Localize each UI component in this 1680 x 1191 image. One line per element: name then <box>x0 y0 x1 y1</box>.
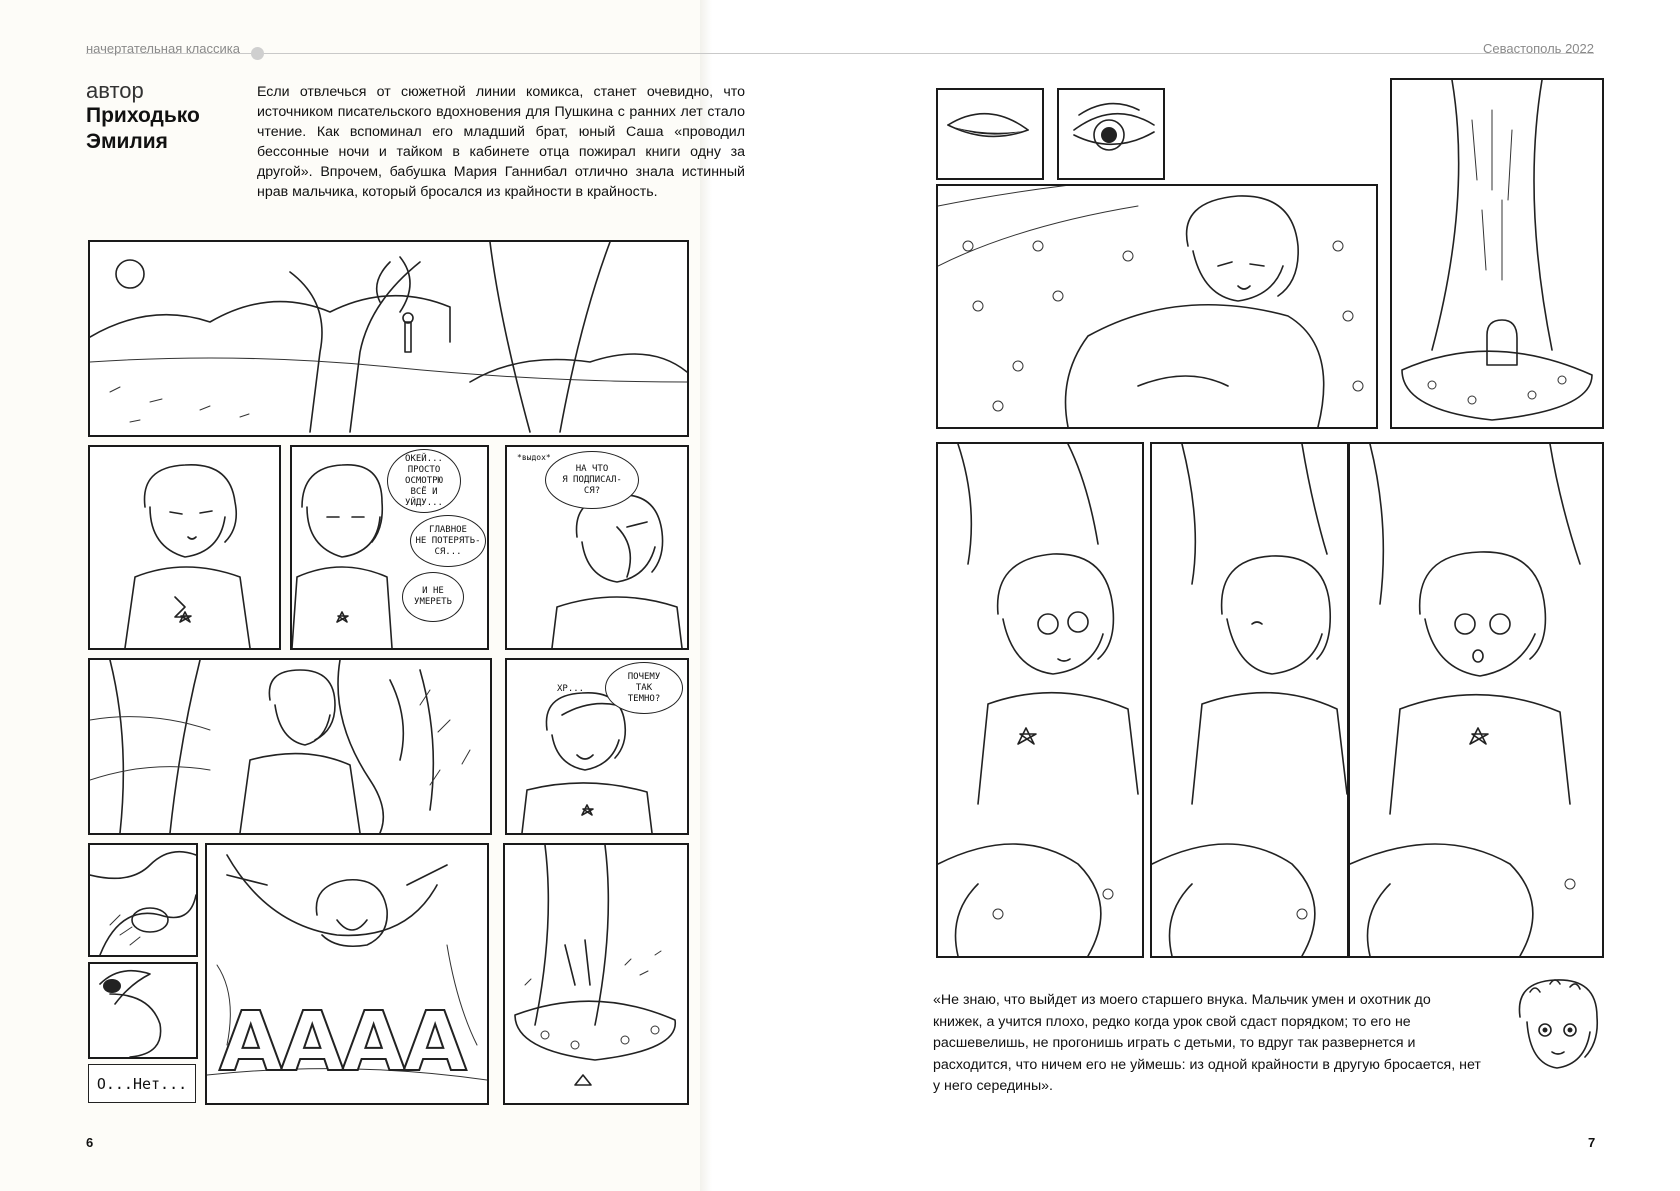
comic-panel-eye <box>88 962 198 1059</box>
comic-panel-lying-in-flowers <box>936 184 1378 429</box>
comic-panel-boy-closeup <box>88 445 281 650</box>
comic-panel-eye-closed <box>936 88 1044 180</box>
speech-bubble: И НЕ УМЕРЕТЬ <box>402 572 464 622</box>
comic-panel-landing <box>503 843 689 1105</box>
speech-bubble: ОКЕЙ... ПРОСТО ОСМОТРЮ ВСЁ И УЙДУ... <box>387 449 461 513</box>
page-number-left: 6 <box>86 1135 94 1150</box>
author-label: автор <box>86 78 144 103</box>
comic-panel-landscape <box>88 240 689 437</box>
comic-panel-boy-thinking <box>290 445 489 650</box>
comic-panel-tall-tree <box>1390 78 1604 429</box>
comic-panel-eye-open <box>1057 88 1165 180</box>
comic-panel-looking-around-3 <box>1348 442 1604 958</box>
edition-title: Севастополь 2022 <box>1482 41 1594 56</box>
comic-panel-falling <box>205 843 489 1105</box>
caption-oh-no: О...Нет... <box>88 1064 196 1103</box>
comic-panel-vine-detail <box>88 843 198 957</box>
author-portrait-sketch <box>1505 972 1605 1082</box>
sigh-caption: *выдох* <box>517 453 551 462</box>
header-rule-right <box>706 53 1594 54</box>
speech-bubble: ПОЧЕМУ ТАК ТЕМНО? <box>605 662 683 714</box>
quote-paragraph: «Не знаю, что выйдет из моего старшего внука. Мальчик умен и охотник до книжек, а учится плохо, редко когда урок свой сдаст порядком; то его не расшевелишь, не прогонишь играть с детьми, то вдруг так развернется и расходится, что ничем его не уймешь: из одной крайности в другую бросается, нет у него середины». <box>933 992 1481 1094</box>
comic-panel-looking-around-1 <box>936 442 1144 958</box>
speech-bubble: ГЛАВНОЕ НЕ ПОТЕРЯТЬ- СЯ... <box>410 515 486 567</box>
speech-bubble: НА ЧТО Я ПОДПИСАЛ- СЯ? <box>545 451 639 509</box>
section-title: начертательная классика <box>86 41 240 56</box>
header-dot <box>251 47 264 60</box>
intro-paragraph: Если отвлечься от сюжетной линии комикса, станет очевидно, что источником писательского вдохновения для Пушкина с ранних лет стало чтение. Как вспоминал его младший брат, юный Саша «проводил бессонные ночи и тайком в кабинете отца пожирал книги одну за другой». Впрочем, бабушка Мария Ганнибал отлично знала истинный нрав мальчика, который бросался из крайности в крайность. <box>257 84 745 200</box>
author-name: Приходько Эмилия <box>86 104 200 153</box>
comic-panel-looking-around-2 <box>1150 442 1349 958</box>
scream-sound-effect: АААА <box>219 995 465 1090</box>
page-number-right: 7 <box>1588 1135 1596 1150</box>
comic-panel-forest-vines <box>88 658 492 835</box>
mumble-text: ХР... <box>557 684 585 694</box>
comic-panel-boy-dark <box>505 658 689 835</box>
comic-panel-boy-facepalm <box>505 445 689 650</box>
